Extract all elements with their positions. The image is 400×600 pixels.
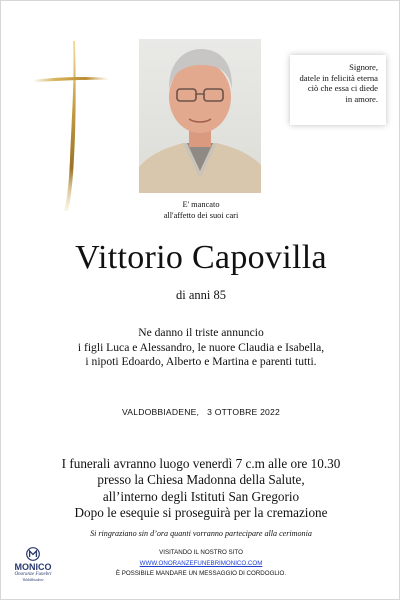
logo-name: MONICO xyxy=(14,562,52,572)
funeral-line: Dopo le esequie si proseguirà per la cremazione xyxy=(74,504,328,520)
deceased-name: Vittorio Capovilla xyxy=(75,239,327,276)
announcement-line: i nipoti Edoardo, Alberto e Martina e parenti tutti. xyxy=(85,355,317,368)
logo-emblem-icon xyxy=(26,547,40,561)
quote-line: ciò che essa ci diede xyxy=(307,83,378,93)
caption-line: E' mancato xyxy=(182,200,220,209)
caption-line: all'affetto dei suoi cari xyxy=(163,210,239,220)
funeral-line: I funerali avranno luogo venerdì 7 c.m alle ore 10.30 xyxy=(61,456,341,471)
funeral-home-logo xyxy=(11,547,55,583)
place-date xyxy=(1,407,400,417)
quote-line: in amore. xyxy=(345,93,378,104)
footer-message-line: È POSSIBILE MANDARE UN MESSAGGIO DI CORDOGLIO. xyxy=(115,570,287,577)
footer-visit-prefix: VISITANDO IL NOSTRO SITO xyxy=(159,549,243,556)
deceased-age: di anni 85 xyxy=(176,288,226,302)
date: 3 OTTOBRE 2022 xyxy=(207,407,280,417)
funeral-line: presso la Chiesa Madonna della Salute, xyxy=(97,472,305,488)
funeral-details xyxy=(1,456,400,521)
funeral-line: all’interno degli Istituti San Gregorio xyxy=(102,488,300,504)
footer xyxy=(61,548,341,580)
thanks-note: Si ringraziano sin d’ora quanti vorranno partecipare alla cerimonia xyxy=(90,529,312,538)
website-link[interactable]: WWW.ONORANZEFUNEBRIMONICO.COM xyxy=(139,559,263,567)
logo-subtitle: Onoranze Funebri xyxy=(14,572,52,577)
announcement-line: Ne danno il triste annuncio xyxy=(138,326,264,339)
gold-cross-icon xyxy=(31,39,111,214)
place: VALDOBBIADENE, xyxy=(121,407,200,417)
photo-caption xyxy=(141,200,261,221)
announcement xyxy=(1,326,400,370)
portrait-photo xyxy=(139,39,261,193)
portrait-icon xyxy=(139,39,261,193)
quote-line: Signore, xyxy=(349,62,378,72)
quote-line: datele in felicità eterna xyxy=(299,72,378,83)
announcement-line: i figli Luca e Alessandro, le nuore Claudia e Isabella, xyxy=(77,340,325,354)
footer-visit-line xyxy=(61,548,341,569)
quote-box xyxy=(290,55,386,125)
logo-subtitle-2: Valdobbiadene xyxy=(22,578,44,582)
